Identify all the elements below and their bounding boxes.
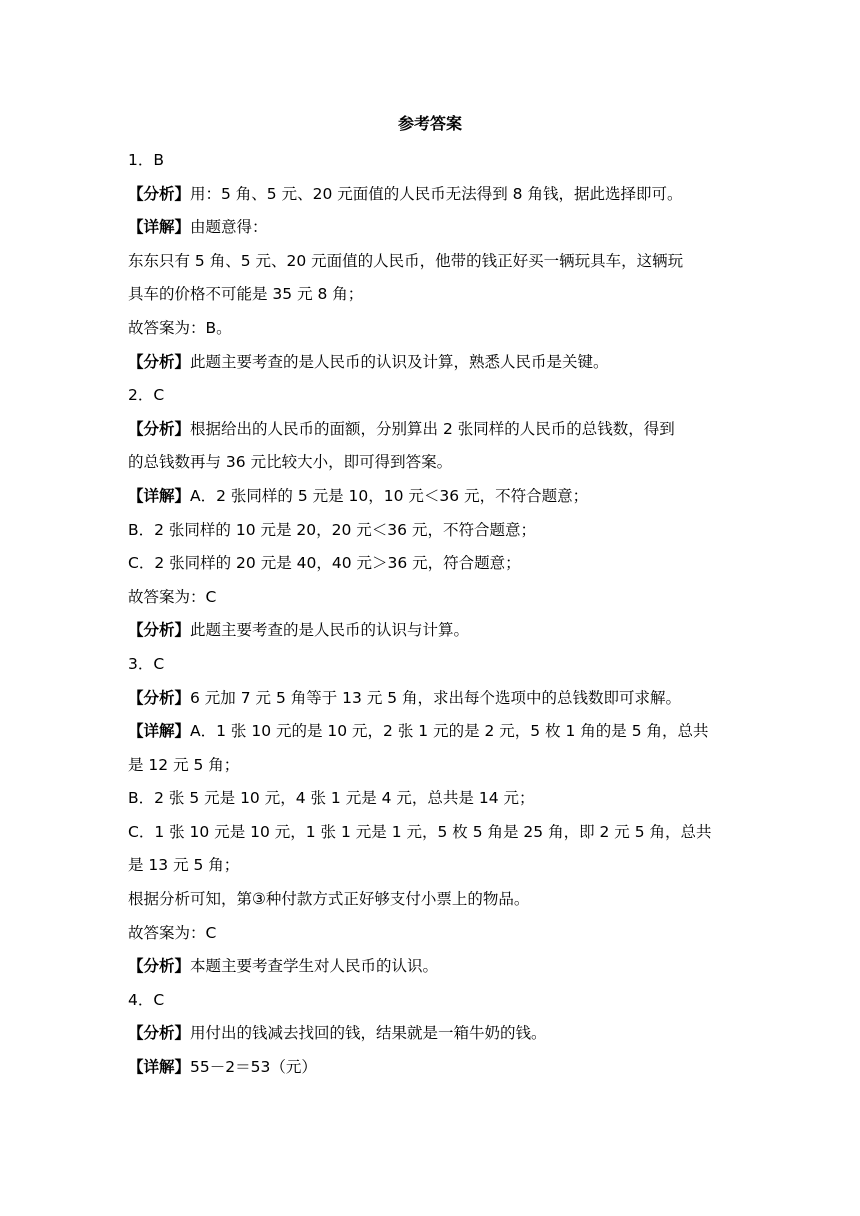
section-tag: 【详解】: [128, 722, 191, 741]
section-tag: 【分析】: [128, 957, 191, 976]
text-line: [128, 514, 738, 548]
text-line: [128, 547, 738, 581]
page-title: 参考答案: [397, 114, 462, 133]
text-line: [128, 917, 738, 951]
text-line: [128, 816, 738, 850]
line-text: 故答案为：C: [128, 587, 217, 606]
line-text: 故答案为：B。: [128, 318, 232, 337]
line-text: 根据给出的人民币的面额，分别算出 2 张同样的人民币的总钱数，得到: [190, 419, 675, 438]
text-line: [128, 648, 738, 682]
line-text: 用：5 角、5 元、20 元面值的人民币无法得到 8 角钱，据此选择即可。: [190, 184, 683, 203]
line-text: B．2 张同样的 10 元是 20，20 元＜36 元，不符合题意；: [128, 520, 536, 539]
line-text: A．1 张 10 元的是 10 元，2 张 1 元的是 2 元，5 枚 1 角的是 5 角，总共: [190, 722, 709, 741]
text-line: [128, 950, 738, 984]
line-text: 用付出的钱减去找回的钱，结果就是一箱牛奶的钱。: [190, 1024, 547, 1043]
section-tag: 【分析】: [128, 621, 191, 640]
line-text: 4．C: [128, 990, 165, 1009]
text-line: [128, 245, 738, 279]
text-line: [128, 413, 738, 447]
line-text: 3．C: [128, 654, 165, 673]
line-text: A．2 张同样的 5 元是 10，10 元＜36 元，不符合题意；: [190, 486, 589, 505]
text-line: [128, 144, 738, 178]
line-text: 是 12 元 5 角；: [128, 755, 240, 774]
section-tag: 【详解】: [128, 486, 191, 505]
text-line: [128, 312, 738, 346]
text-line: [128, 379, 738, 413]
text-line: [128, 581, 738, 615]
line-text: B．2 张 5 元是 10 元，4 张 1 元是 4 元，总共是 14 元；: [128, 789, 535, 808]
text-line: [128, 782, 738, 816]
line-text: 东东只有 5 角、5 元、20 元面值的人民币，他带的钱正好买一辆玩具车，这辆玩: [128, 251, 684, 270]
text-line: [128, 446, 738, 480]
answer-content: [128, 144, 738, 1085]
text-line: [128, 1017, 738, 1051]
text-line: [128, 480, 738, 514]
text-line: [128, 749, 738, 783]
section-tag: 【分析】: [128, 1024, 191, 1043]
text-line: [128, 178, 738, 212]
text-line: [128, 1051, 738, 1085]
line-text: 1．B: [128, 151, 164, 169]
line-text: 此题主要考查的是人民币的认识及计算，熟悉人民币是关键。: [190, 352, 609, 371]
text-line: [128, 715, 738, 749]
line-text: 故答案为：C: [128, 923, 217, 942]
line-text: 是 13 元 5 角；: [128, 856, 240, 875]
line-text: 此题主要考查的是人民币的认识与计算。: [190, 621, 470, 640]
text-line: [128, 849, 738, 883]
line-text: 本题主要考查学生对人民币的认识。: [190, 957, 439, 976]
text-line: [128, 346, 738, 380]
text-line: [128, 614, 738, 648]
section-tag: 【分析】: [128, 419, 191, 438]
text-line: [128, 984, 738, 1018]
line-text: C．1 张 10 元是 10 元，1 张 1 元是 1 元，5 枚 5 角是 25 角，即 2 元 5 角，总共: [128, 822, 712, 841]
text-line: [128, 211, 738, 245]
line-text: 2．C: [128, 386, 165, 405]
line-text: 6 元加 7 元 5 角等于 13 元 5 角，求出每个选项中的总钱数即可求解。: [190, 688, 682, 707]
line-text: 具车的价格不可能是 35 元 8 角；: [128, 285, 364, 304]
line-text: 由题意得：: [190, 218, 268, 237]
text-line: [128, 682, 738, 716]
section-tag: 【详解】: [128, 218, 191, 237]
line-text: 的总钱数再与 36 元比较大小，即可得到答案。: [128, 453, 453, 472]
text-line: [128, 883, 738, 917]
section-tag: 【分析】: [128, 352, 191, 371]
section-tag: 【分析】: [128, 688, 191, 707]
line-text: C．2 张同样的 20 元是 40，40 元＞36 元，符合题意；: [128, 554, 521, 573]
section-tag: 【详解】: [128, 1058, 191, 1077]
section-tag: 【分析】: [128, 184, 191, 203]
line-text: 55－2＝53（元）: [190, 1058, 317, 1077]
text-line: [128, 278, 738, 312]
line-text: 根据分析可知，第③种付款方式正好够支付小票上的物品。: [128, 890, 530, 909]
